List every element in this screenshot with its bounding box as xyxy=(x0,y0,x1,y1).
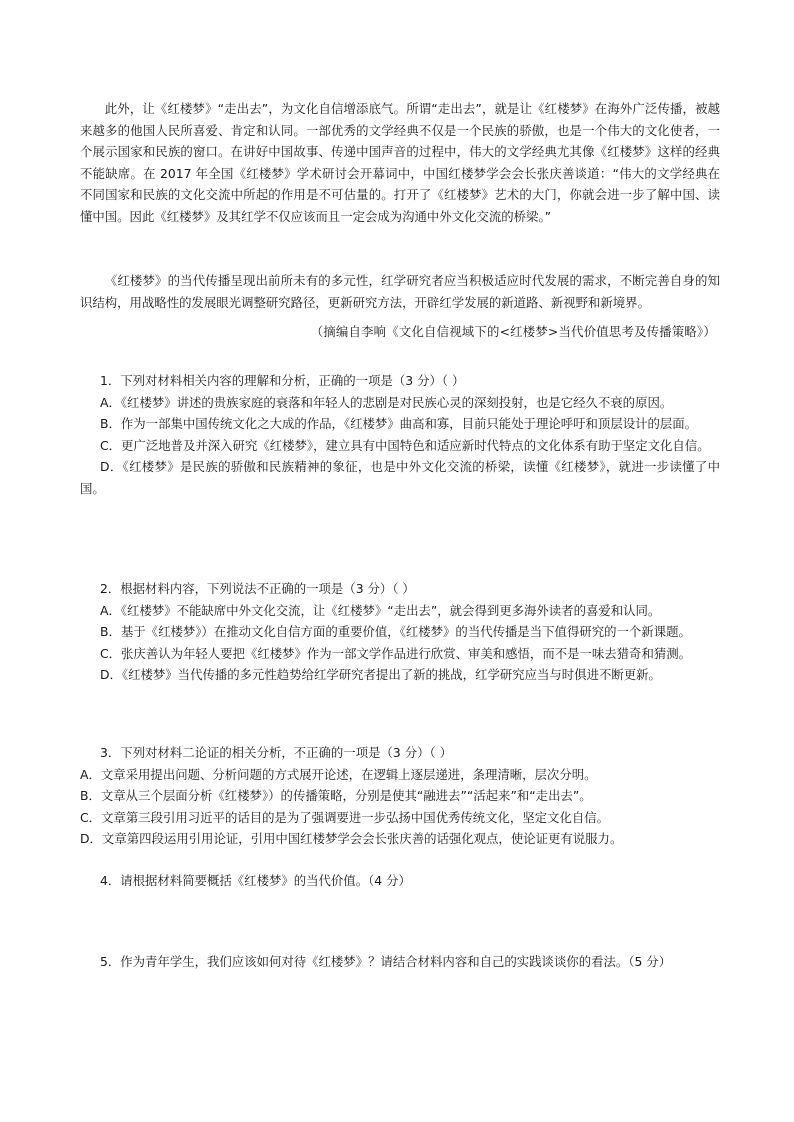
question-1-option-c: C．更广泛地普及并深入研究《红楼梦》，建立具有中国特色和适应新时代特点的文化体系有助于坚定文化自信。 xyxy=(100,437,710,453)
passage-source-citation: （摘编自李响《文化自信视域下的<红楼梦>当代价值思考及传播策略》） xyxy=(310,324,716,339)
question-4-stem: 4．请根据材料简要概括《红楼梦》的当代价值。（4 分） xyxy=(100,873,411,888)
question-1-option-d: D．《红楼梦》是民族的骄傲和民族精神的象征，也是中外文化交流的桥梁，读懂《红楼梦》，就进一步读懂了中国。 xyxy=(80,459,720,496)
question-3-stem: 3．下列对材料二论证的相关分析，不正确的一项是（3 分）（ ） xyxy=(100,745,452,760)
question-3 xyxy=(80,742,720,850)
question-5-stem: 5．作为青年学生，我们应该如何对待《红楼梦》？请结合材料内容和自己的实践谈谈你的看法。（5 分） xyxy=(100,954,672,969)
question-3-option-a: A．文章采用提出问题、分析问题的方式展开论述，在逻辑上逐层递进，条理清晰，层次分明。 xyxy=(80,766,597,782)
question-2-option-d: D．《红楼梦》当代传播的多元性趋势给红学研究者提出了新的挑战，红学研究应当与时俱进不断更新。 xyxy=(100,667,661,683)
passage-paragraph-1: 此外，让《红楼梦》“走出去”，为文化自信增添底气。所谓“走出去”，就是让《红楼梦》在海外广泛传播，被越来越多的他国人民所喜爱、肯定和认同。一部优秀的文学经典不仅是一个民族的骄傲，也是一个伟大的文化使者，一个展示国家和民族的窗口。在讲好中国故事、传递中国声音的过程中，伟大的文学经典尤其像《红楼梦》这样的经典不能缺席。在 2017 年全国《红楼梦》学术研讨会开幕词中，中国红楼梦学会会长张庆善谈道：“伟大的文学经典在不同国家和民族的文化交流中所起的作用是不可估量的。打开了《红楼梦》艺术的大门，你就会进一步了解中国、读懂中国。因此《红楼梦》及其红学不仅应该而且一定会成为沟通中外文化交流的桥梁。” xyxy=(80,101,720,224)
question-2 xyxy=(80,578,720,686)
question-2-option-a: A．《红楼梦》不能缺席中外文化交流，让《红楼梦》“走出去”，就会得到更多海外读者的喜爱和认同。 xyxy=(100,602,661,618)
question-1-stem: 1．下列对材料相关内容的理解和分析，正确的一项是（3 分）（ ） xyxy=(100,373,465,388)
question-5 xyxy=(80,951,720,973)
question-2-option-c: C．张庆善认为年轻人要把《红楼梦》作为一部文学作品进行欣赏、审美和感悟，而不是一味去猎奇和猜测。 xyxy=(100,645,692,661)
question-4 xyxy=(80,870,720,892)
passage-paragraph-2: 《红楼梦》的当代传播呈现出前所未有的多元性，红学研究者应当积极适应时代发展的需求，不断完善自身的知识结构，用战略性的发展眼光调整研究路径，更新研究方法，开辟红学发展的新道路、新视野和新境界。 xyxy=(80,273,720,310)
question-3-option-b: B．文章从三个层面分析《红楼梦》）的传播策略，分别是使其“融进去”“活起来”和“走出去”。 xyxy=(80,788,592,804)
question-1-option-a: A．《红楼梦》讲述的贵族家庭的衰落和年轻人的悲剧是对民族心灵的深刻投射，也是它经久不衰的原因。 xyxy=(100,394,673,410)
question-2-option-b: B．基于《红楼梦》）在推动文化自信方面的重要价值，《红楼梦》的当代传播是当下值得研究的一个新课题。 xyxy=(100,624,691,640)
question-1-option-b: B．作为一部集中国传统文化之大成的作品，《红楼梦》曲高和寡，目前只能处于理论呼吁和顶层设计的层面。 xyxy=(100,416,698,432)
question-1 xyxy=(80,370,720,500)
question-3-option-c: C．文章第三段引用习近平的话目的是为了强调要进一步弘扬中国优秀传统文化，坚定文化自信。 xyxy=(80,809,610,825)
question-3-option-d: D．文章第四段运用引用论证，引用中国红楼梦学会会长张庆善的话强化观点，使论证更有说服力。 xyxy=(80,831,623,847)
question-2-stem: 2．根据材料内容，下列说法不正确的一项是（3 分）（ ） xyxy=(100,581,415,596)
